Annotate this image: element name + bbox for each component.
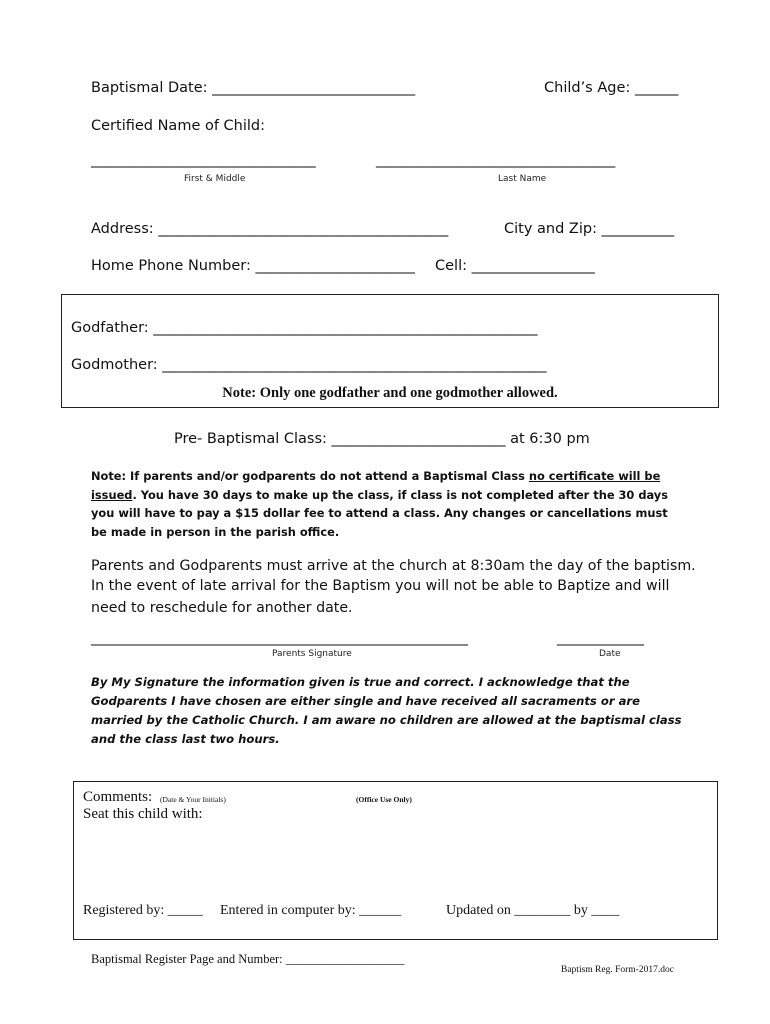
city-zip-field[interactable]: City and Zip: __________ xyxy=(504,221,675,237)
form-id: Baptism Reg. Form-2017.doc xyxy=(561,965,674,975)
notice-issued: issued xyxy=(91,487,133,502)
home-phone-field[interactable]: Home Phone Number: ______________________ xyxy=(91,258,415,274)
baptismal-date-field[interactable]: Baptismal Date: ____________________________ xyxy=(91,80,416,96)
notice-suffix: . You have 30 days to make up the class, if class is not completed after the 30 days you will have to pay a $15 dollar fee to attend a class. Any changes or cancellations must be made in person in the parish office. xyxy=(91,487,669,539)
signature-acknowledgement: By My Signature the information given is true and correct. I acknowledge that the Godparents I have chosen are either single and have received all sacraments or are married by the Catholic Church. I am aware no children are allowed at the baptismal class and the class last two hours. xyxy=(91,675,682,746)
last-name-field[interactable]: _________________________________ xyxy=(376,152,616,168)
parents-signature-caption: Parents Signature xyxy=(272,649,352,659)
address-field[interactable]: Address: ________________________________________ xyxy=(91,221,449,237)
first-middle-caption: First & Middle xyxy=(184,174,246,184)
arrival-line-1: Parents and Godparents must arrive at the church at 8:30am the day of the baptism. xyxy=(91,558,696,574)
godmother-field[interactable]: Godmother: _____________________________________________________ xyxy=(71,357,547,373)
office-use-only-label: (Office Use Only) xyxy=(356,795,412,804)
entered-in-computer-by-field[interactable]: Entered in computer by: ______ xyxy=(220,903,402,918)
last-name-caption: Last Name xyxy=(498,174,547,184)
pre-baptismal-class-field[interactable]: Pre- Baptismal Class: ________________________ at 6:30 pm xyxy=(174,431,590,447)
date-caption: Date xyxy=(599,649,621,659)
childs-age-field[interactable]: Child’s Age: ______ xyxy=(544,80,679,96)
signature-date-field[interactable]: ____________ xyxy=(557,630,644,646)
first-middle-name-field[interactable]: _______________________________ xyxy=(91,152,316,168)
certified-name-label: Certified Name of Child: xyxy=(91,118,266,134)
registered-by-field[interactable]: Registered by: _____ xyxy=(83,903,203,918)
seat-child-with-field[interactable]: Seat this child with: xyxy=(83,806,203,822)
updated-on-field[interactable]: Updated on ________ by ____ xyxy=(446,903,620,918)
notice-prefix: Note: If parents and/or godparents do not attend a Baptismal Class xyxy=(91,469,529,483)
parents-signature-field[interactable]: ____________________________________________________ xyxy=(91,630,468,646)
arrival-line-2: In the event of late arrival for the Baptism you will not be able to Baptize and will need to reschedule for another date. xyxy=(91,578,670,616)
office-use-box xyxy=(73,781,718,940)
comments-label: Comments: xyxy=(83,789,153,805)
godparents-box xyxy=(61,294,719,408)
godparents-note: Note: Only one godfather and one godmother allowed. xyxy=(222,385,558,401)
notice-no-certificate: no certificate will be xyxy=(528,469,661,483)
godfather-field[interactable]: Godfather: _____________________________________________________ xyxy=(71,320,538,336)
class-notice xyxy=(91,467,681,541)
cell-field[interactable]: Cell: _________________ xyxy=(435,258,595,274)
register-page-field[interactable]: Baptismal Register Page and Number: ___________________ xyxy=(91,952,405,966)
comments-hint: (Date & Your Initials) xyxy=(160,795,226,804)
